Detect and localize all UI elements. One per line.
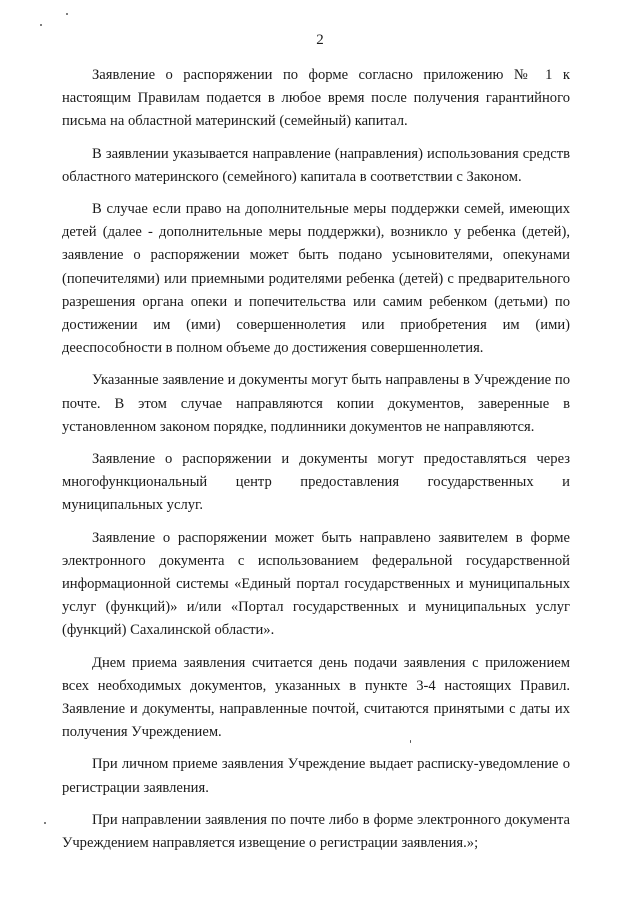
paragraph-registration-notice: При направлении заявления по почте либо в форме электронного документа Учреждением направляется извещение о регистрации заявления.»; bbox=[62, 811, 570, 852]
paragraph-guardians: В случае если право на дополнительные меры поддержки семей, имеющих детей (далее - дополнительные меры поддержки), возникло у ребенка (детей), заявление о распоряжении может быть подано усыновителями, опекунами (попечителями) или приемными родителями ребенка (детей) с предварительного разрешения органа опеки и попечительства или самим ребенком (детьми) по достижении им (ими) совершеннолетия или приобретения им (ими) дееспособности в полном объеме до достижения совершеннолетия. bbox=[62, 201, 570, 357]
document-body bbox=[62, 64, 570, 864]
paragraph-direction-of-use: В заявлении указывается направление (направления) использования средств областного материнского (семейного) капитала в соответствии с Законом. bbox=[62, 145, 570, 185]
scan-speck bbox=[44, 822, 46, 824]
paragraph-personal-receipt: При личном приеме заявления Учреждение выдает расписку-уведомление о регистрации заявления. bbox=[62, 756, 570, 796]
paragraph-by-mail: Указанные заявление и документы могут быть направлены в Учреждение по почте. В этом случае направляются копии документов, заверенные в установленном законом порядке, подлинники документов не направляются. bbox=[62, 372, 570, 435]
paragraph-acceptance-date: Днем приема заявления считается день подачи заявления с приложением всех необходимых документов, указанных в пункте 3-4 настоящих Правил. Заявление и документы, направленные почтой, считаются принятыми с даты их получения Учреждением. bbox=[62, 654, 570, 741]
paragraph-electronic: Заявление о распоряжении может быть направлено заявителем в форме электронного документа с использованием федеральной государственной информационной системы «Единый портал государственных и муниципальных услуг (функций)» и/или «Портал государственных и муниципальных услуг (функций) Сахалинской области». bbox=[62, 529, 570, 639]
paragraph-mfc: Заявление о распоряжении и документы могут предоставляться через многофункциональный центр предоставления государственных и муниципальных услуг. bbox=[62, 451, 570, 514]
scan-speck bbox=[40, 24, 42, 26]
scan-speck bbox=[66, 13, 68, 15]
page-number: 2 bbox=[316, 32, 324, 48]
paragraph-application-form: Заявление о распоряжении по форме согласно приложению № 1 к настоящим Правилам подается в любое время после получения гарантийного письма на областной материнский (семейный) капитал. bbox=[62, 67, 570, 130]
